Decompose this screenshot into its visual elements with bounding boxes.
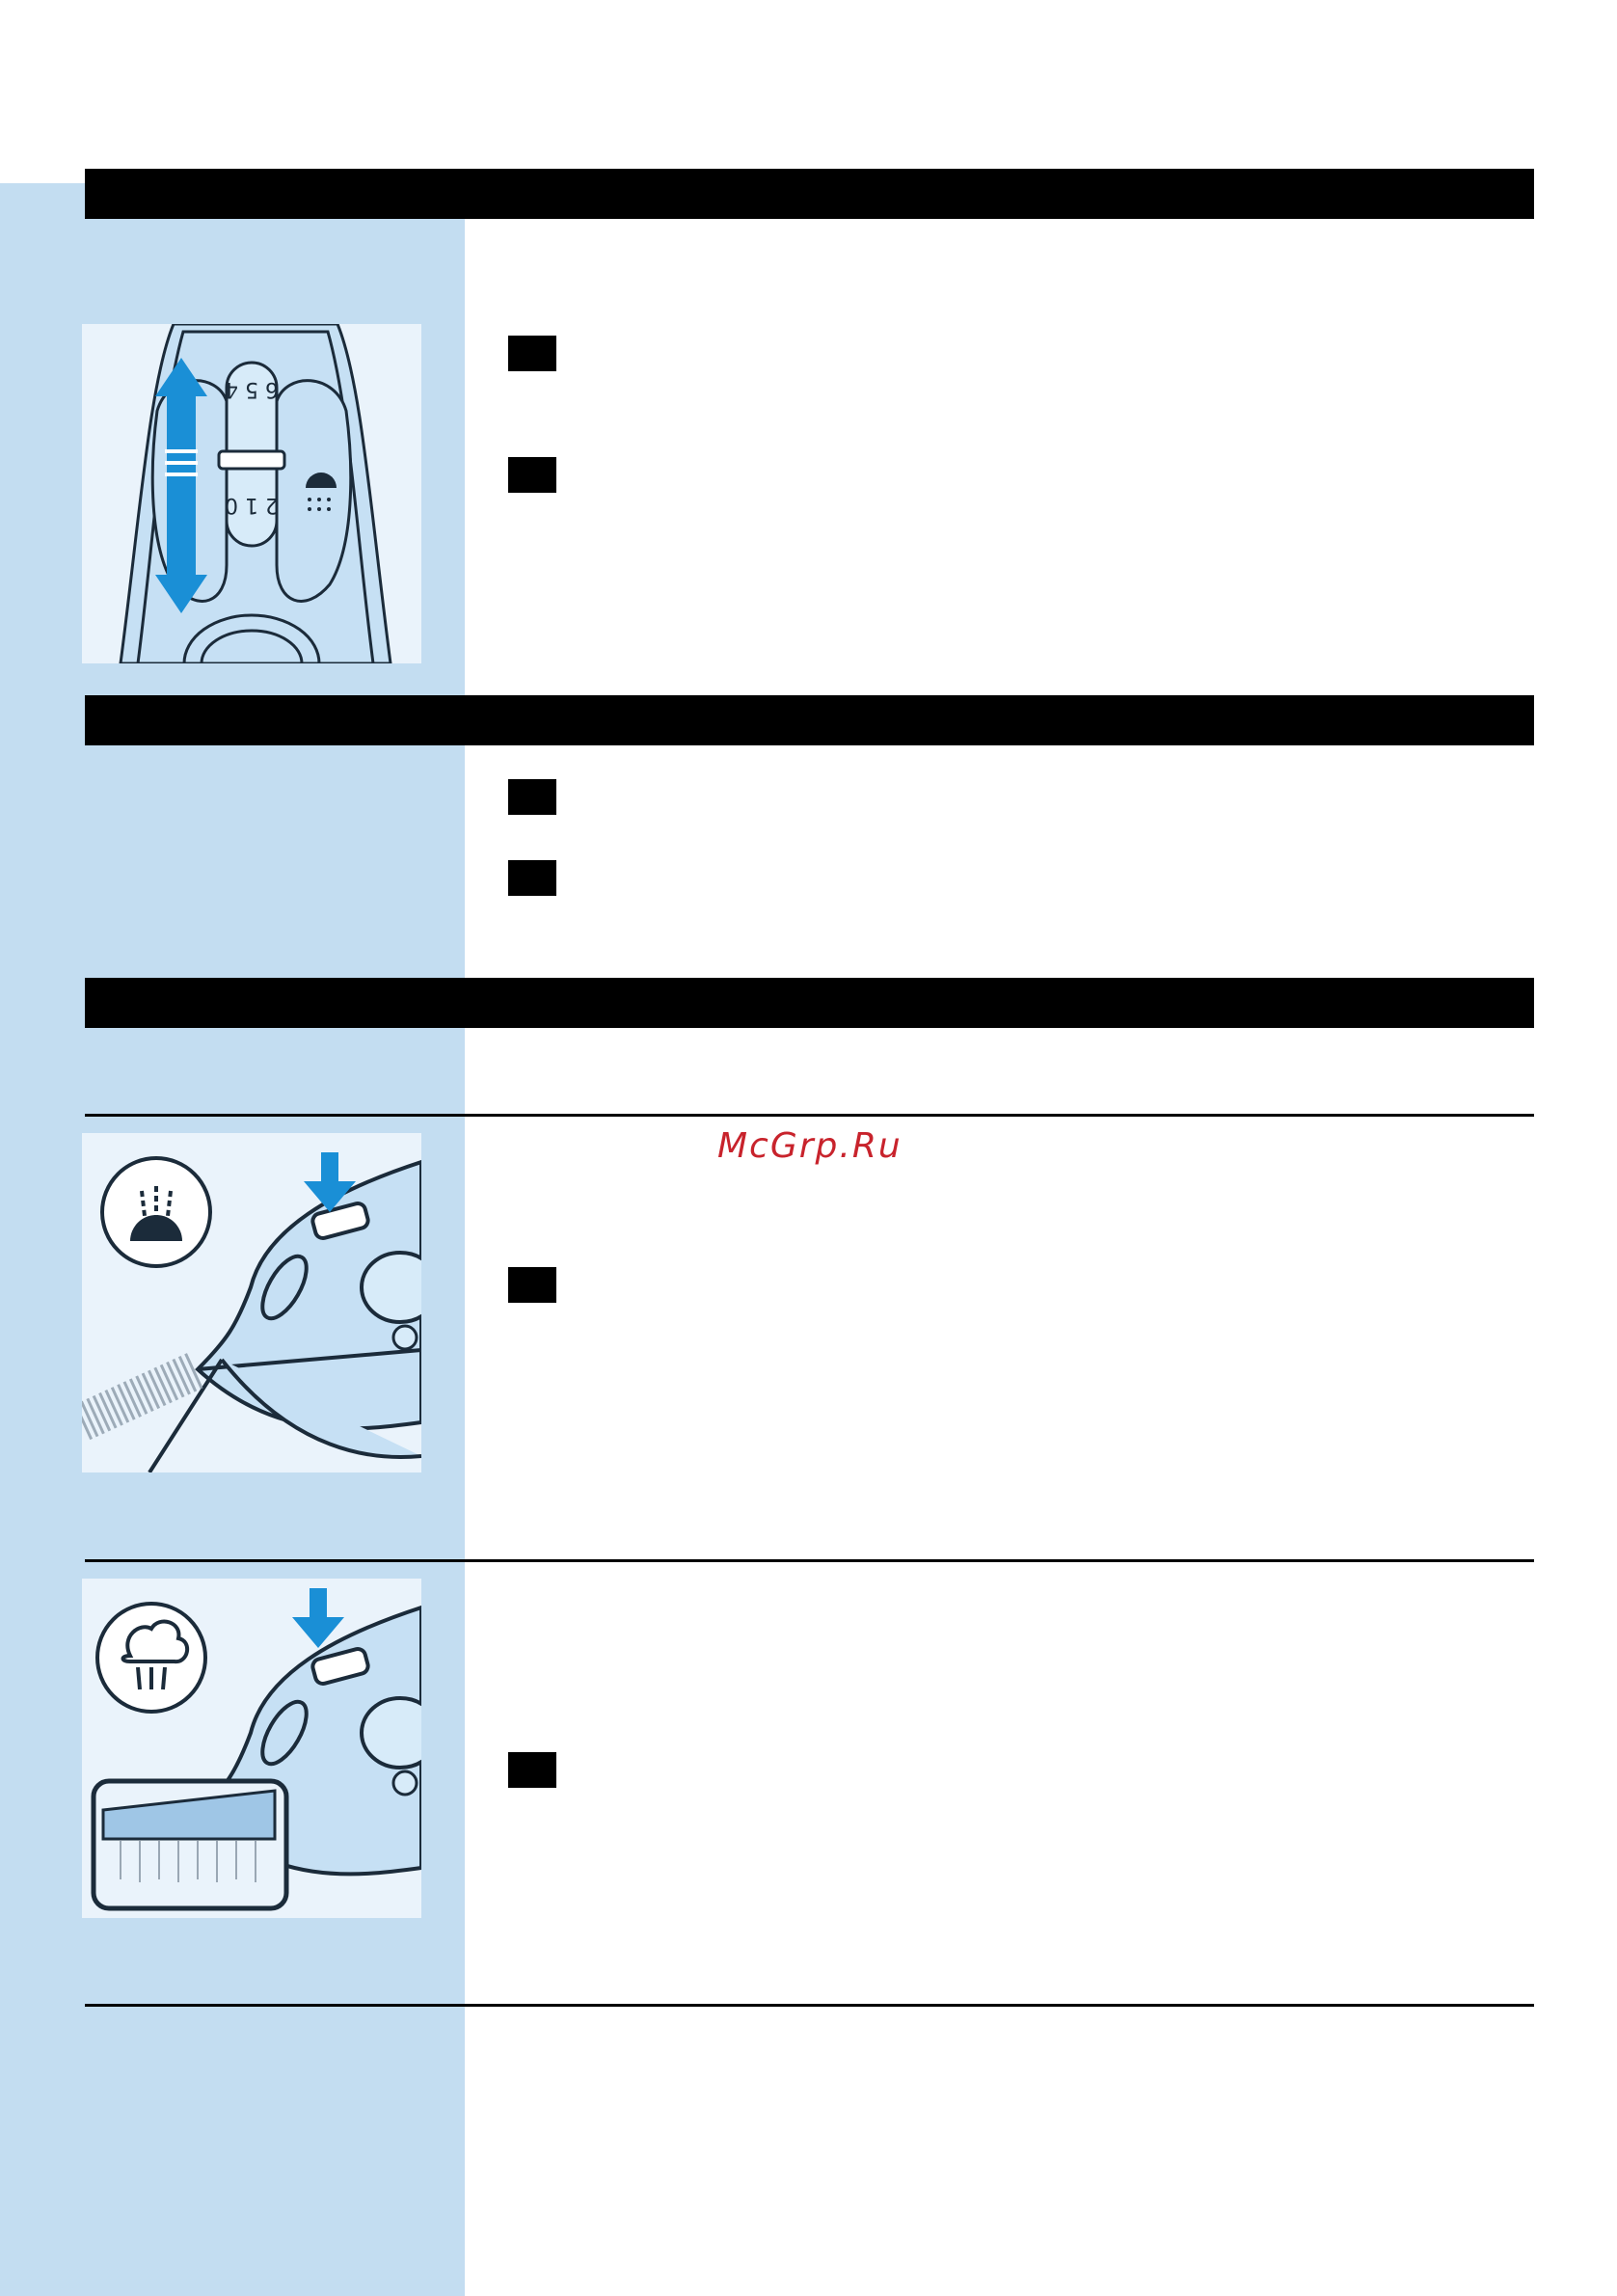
- step-marker: [508, 860, 556, 896]
- section-header-1: [85, 169, 1534, 219]
- svg-text:6 5 4: 6 5 4: [225, 377, 279, 401]
- section-header-2: [85, 695, 1534, 745]
- steam-dial-illustration: [82, 324, 421, 663]
- steam-shot-icon: [82, 1579, 421, 1918]
- watermark-text: McGrp.Ru: [717, 1126, 903, 1166]
- section-header-3: [85, 978, 1534, 1028]
- step-marker: [508, 336, 556, 371]
- spray-icon: [82, 1133, 421, 1472]
- step-marker: [508, 1267, 556, 1303]
- svg-text:2 1 0: 2 1 0: [225, 493, 279, 517]
- step-marker: [508, 779, 556, 815]
- step-marker: [508, 1752, 556, 1788]
- steam-shot-illustration: [82, 1579, 421, 1918]
- spray-illustration: [82, 1133, 421, 1472]
- steam-dial-icon: [82, 324, 421, 663]
- divider: [85, 1114, 1534, 1117]
- divider: [85, 1559, 1534, 1562]
- divider: [85, 2004, 1534, 2007]
- step-marker: [508, 457, 556, 493]
